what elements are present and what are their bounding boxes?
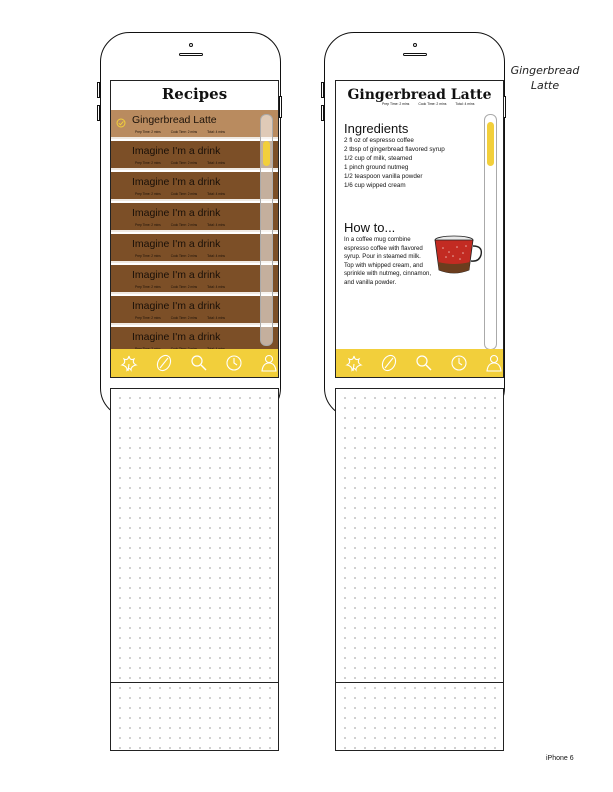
detail-screen xyxy=(335,80,504,378)
cook-time: Cook Time: 2 mins xyxy=(170,223,198,227)
ingredient-item: 1/2 teaspoon vanilla powder xyxy=(344,173,423,180)
recipe-name: Imagine I'm a drink xyxy=(132,269,221,281)
recipe-list-item[interactable] xyxy=(111,265,278,294)
cook-time: Cook Time: 2 mins xyxy=(170,316,198,320)
cook-time: Cook Time: 2 mins xyxy=(170,192,198,196)
instructions-text: In a coffee mug combine espresso coffee with flavored syrup. Pour in steamed milk. Top with whipped cream, and sprinkle with nutmeg, cinnamon, and vanilla powder. xyxy=(344,236,432,286)
recipe-list-item[interactable] xyxy=(111,203,278,232)
coffee-bean-icon[interactable] xyxy=(379,353,399,373)
recipe-times xyxy=(135,254,235,258)
recipe-name: Imagine I'm a drink xyxy=(132,300,221,312)
recipe-times xyxy=(135,223,235,227)
camera-icon xyxy=(413,43,417,47)
total-time: Total: 4 mins xyxy=(207,285,225,289)
recipes-screen xyxy=(110,80,279,378)
recipe-name: Imagine I'm a drink xyxy=(132,238,221,250)
prep-time: Prep Time: 2 mins xyxy=(135,285,161,289)
prep-time: Prep Time: 2 mins xyxy=(135,130,161,134)
tab-bar xyxy=(336,349,503,377)
total-time: Total: 4 mins xyxy=(207,223,225,227)
total-time: Total: 4 mins xyxy=(207,161,225,165)
clock-icon[interactable] xyxy=(224,353,244,373)
cook-time: Cook Time: 2 mins xyxy=(418,102,447,106)
cook-time: Cook Time: 2 mins xyxy=(170,161,198,165)
ingredients-heading: Ingredients xyxy=(344,121,409,136)
coffee-mug-illustration xyxy=(433,232,483,276)
ingredient-item: 1/2 cup of milk, steamed xyxy=(344,155,413,162)
sketch-title-annotation: Gingerbread Latte xyxy=(510,64,580,92)
search-icon[interactable] xyxy=(414,353,434,373)
search-icon[interactable] xyxy=(189,353,209,373)
recipe-name: Imagine I'm a drink xyxy=(132,207,221,219)
recipe-times xyxy=(135,316,235,320)
prep-time: Prep Time: 2 mins xyxy=(382,102,410,106)
recipe-list-item[interactable] xyxy=(111,141,278,170)
camera-icon xyxy=(189,43,193,47)
device-label: iPhone 6 xyxy=(546,755,574,762)
scrollbar-thumb[interactable] xyxy=(263,141,270,166)
volume-button xyxy=(321,82,324,98)
cook-time: Cook Time: 2 mins xyxy=(170,285,198,289)
recipe-name: Imagine I'm a drink xyxy=(132,331,221,343)
clock-icon[interactable] xyxy=(449,353,469,373)
grid-divider xyxy=(111,682,278,683)
prep-time: Prep Time: 2 mins xyxy=(135,192,161,196)
ingredient-item: 1/6 cup wipped cream xyxy=(344,182,406,189)
total-time: Total: 4 mins xyxy=(207,130,225,134)
total-time: Total: 4 mins xyxy=(207,316,225,320)
recipe-name: Gingerbread Latte xyxy=(132,114,217,126)
recipe-name: Imagine I'm a drink xyxy=(132,176,221,188)
recipe-times xyxy=(135,161,235,165)
scrollbar[interactable] xyxy=(260,114,273,346)
volume-button xyxy=(321,105,324,121)
power-button xyxy=(279,96,282,118)
recipe-list-item[interactable] xyxy=(111,296,278,325)
prep-time: Prep Time: 2 mins xyxy=(135,316,161,320)
recipe-list-item[interactable] xyxy=(111,110,278,139)
ingredient-list xyxy=(344,136,484,190)
recipe-times xyxy=(382,102,483,106)
tab-bar xyxy=(111,349,278,377)
profile-icon[interactable] xyxy=(259,353,279,373)
ingredient-item: 1 pinch ground nutmeg xyxy=(344,164,409,171)
prep-time: Prep Time: 2 mins xyxy=(135,161,161,165)
speaker-icon xyxy=(403,53,427,56)
recipe-times xyxy=(135,130,235,134)
scrollbar-thumb[interactable] xyxy=(487,122,494,166)
cook-time: Cook Time: 2 mins xyxy=(170,254,198,258)
profile-icon[interactable] xyxy=(484,353,504,373)
check-circle-icon xyxy=(116,118,126,128)
recipe-title: Gingerbread Latte xyxy=(347,87,492,103)
cook-time: Cook Time: 2 mins xyxy=(170,130,198,134)
recipe-name: Imagine I'm a drink xyxy=(132,145,221,157)
recipe-times xyxy=(135,285,235,289)
ingredient-item: 2 fl oz of espresso coffee xyxy=(344,137,414,144)
volume-button xyxy=(97,82,100,98)
screen-title: Recipes xyxy=(161,85,228,103)
recipe-list-item[interactable] xyxy=(111,234,278,263)
recipe-list-item[interactable] xyxy=(111,172,278,201)
coffee-bean-icon[interactable] xyxy=(154,353,174,373)
prep-time: Prep Time: 2 mins xyxy=(135,223,161,227)
leaf-icon[interactable] xyxy=(119,353,139,373)
ingredient-item: 2 tbsp of gingerbread flavored syrup xyxy=(344,146,445,153)
recipe-times xyxy=(135,192,235,196)
volume-button xyxy=(97,105,100,121)
notebook-grid-detail xyxy=(335,388,504,751)
leaf-icon[interactable] xyxy=(344,353,364,373)
notebook-grid-list xyxy=(110,388,279,751)
scrollbar[interactable] xyxy=(484,114,497,350)
total-time: Total: 4 mins xyxy=(207,254,225,258)
speaker-icon xyxy=(179,53,203,56)
total-time: Total: 4 mins xyxy=(207,192,225,196)
howto-heading: How to... xyxy=(344,220,396,235)
prep-time: Prep Time: 2 mins xyxy=(135,254,161,258)
grid-divider xyxy=(336,682,503,683)
total-time: Total: 4 mins xyxy=(455,102,475,106)
